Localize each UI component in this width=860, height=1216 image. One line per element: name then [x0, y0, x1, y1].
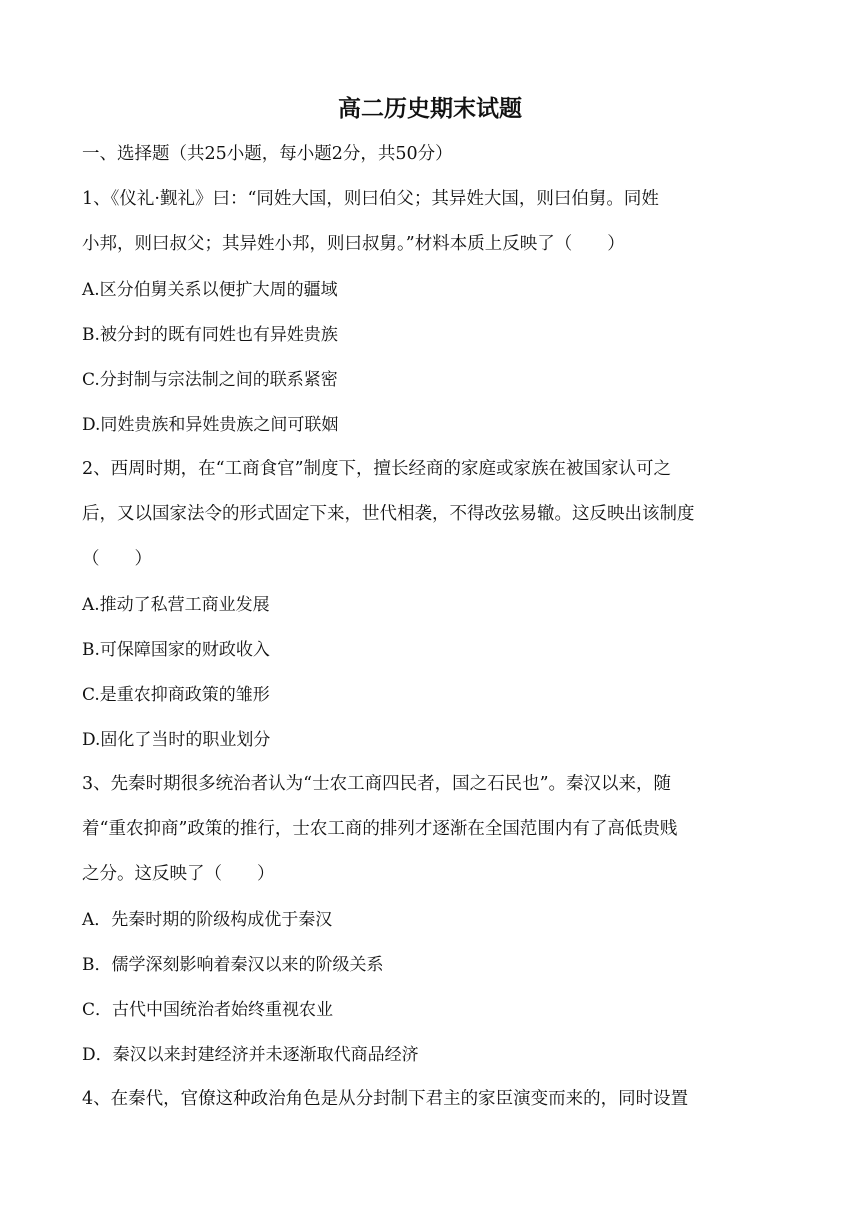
question-1-option-d: D.同姓贵族和异姓贵族之间可联姻 [82, 415, 339, 435]
question-1-option-b: B.被分封的既有同姓也有异姓贵族 [82, 325, 338, 345]
question-3-option-c: C．古代中国统治者始终重视农业 [82, 1000, 334, 1020]
question-3-option-a: A．先秦时期的阶级构成优于秦汉 [82, 910, 333, 930]
question-2-stem-line-1: 2、西周时期，在“工商食官”制度下，擅长经商的家庭或家族在被国家认可之 [82, 459, 672, 479]
question-2-stem-line-2: 后，又以国家法令的形式固定下来，世代相袭，不得改弦易辙。这反映出该制度 [82, 504, 695, 524]
question-2-option-b: B.可保障国家的财政收入 [82, 640, 270, 660]
question-2-option-c: C.是重农抑商政策的雏形 [82, 685, 270, 705]
question-1-stem-line-2: 小邦，则曰叔父；其异姓小邦，则曰叔舅。”材料本质上反映了（ ） [82, 234, 625, 254]
question-1-stem-line-1: 1、《仪礼·觐礼》曰：“同姓大国，则曰伯父；其异姓大国，则曰伯舅。同姓 [82, 189, 659, 209]
question-2-stem-line-3: （ ） [82, 549, 152, 569]
question-2-option-d: D.固化了当时的职业划分 [82, 730, 271, 750]
question-1-option-a: A.区分伯舅关系以便扩大周的疆域 [82, 280, 338, 300]
question-3-option-d: D．秦汉以来封建经济并未逐渐取代商品经济 [82, 1045, 419, 1065]
question-2-option-a: A.推动了私营工商业发展 [82, 595, 270, 615]
question-3-option-b: B．儒学深刻影响着秦汉以来的阶级关系 [82, 955, 384, 975]
question-4-stem-line-1: 4、在秦代，官僚这种政治角色是从分封制下君主的家臣演变而来的，同时设置 [82, 1089, 689, 1109]
question-3-stem-line-1: 3、先秦时期很多统治者认为“士农工商四民者，国之石民也”。秦汉以来，随 [82, 774, 672, 794]
question-3-stem-line-2: 着“重农抑商”政策的推行，士农工商的排列才逐渐在全国范围内有了高低贵贱 [82, 819, 678, 839]
section-heading: 一、选择题（共25小题，每小题2分，共50分） [82, 144, 453, 164]
question-1-option-c: C.分封制与宗法制之间的联系紧密 [82, 370, 338, 390]
page-title: 高二历史期末试题 [338, 96, 522, 122]
question-3-stem-line-3: 之分。这反映了（ ） [82, 864, 275, 884]
